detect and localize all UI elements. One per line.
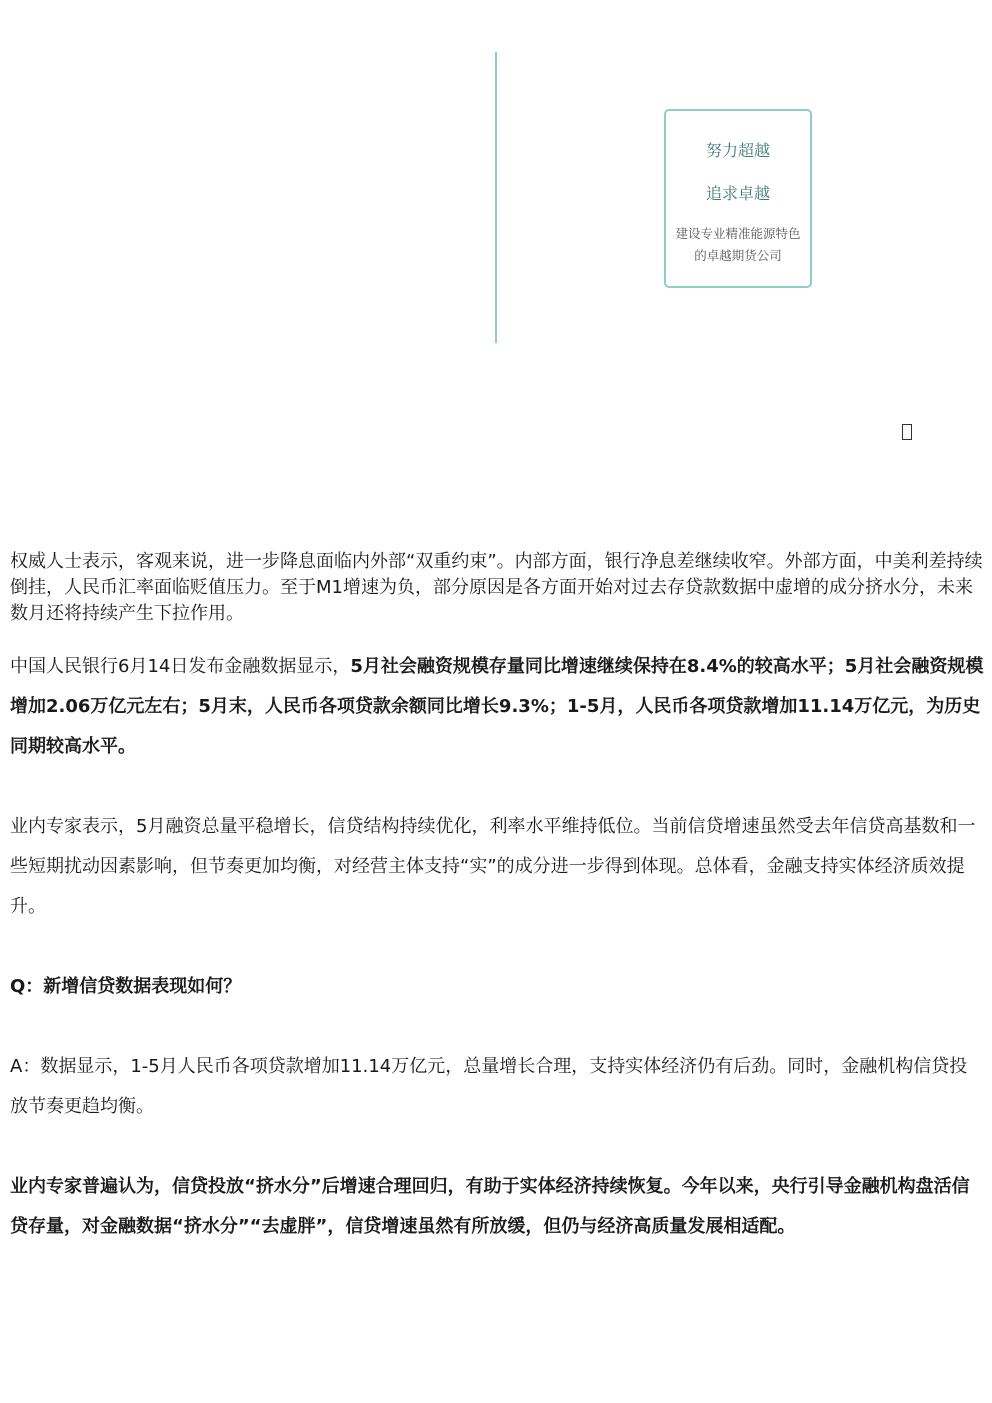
paragraph-pboc-intro: 中国人民银行6月14日发布金融数据显示， — [10, 656, 351, 677]
paragraph-expert-view: 业内专家表示，5月融资总量平稳增长，信贷结构持续优化，利率水平维持低位。当前信贷增速虽然受去年信贷高基数和一些短期扰动因素影响，但节奏更加均衡，对经营主体支持“实”的成分进一步得到体现。总体看，金融支持实体经济质效提升。 — [10, 816, 976, 917]
answer-paragraph: A：数据显示，1-5月人民币各项贷款增加11.14万亿元，总量增长合理，支持实体经济仍有后劲。同时，金融机构信贷投放节奏更趋均衡。 — [10, 1056, 968, 1117]
missing-glyph-icon — [902, 424, 912, 440]
paragraph-expert-consensus: 业内专家普遍认为，信贷投放“挤水分”后增速合理回归，有助于实体经济持续恢复。今年以来，央行引导金融机构盘活信贷存量，对金融数据“挤水分”“去虚胖”，信贷增速虽然有所放缓，但仍与经济高质量发展相适配。 — [10, 1176, 970, 1237]
slogan-subtitle: 建设专业精准能源特色的卓越期货公司 — [675, 226, 801, 263]
paragraph-authority-comment: 权威人士表示，客观来说，进一步降息面临内外部“双重约束”。内部方面，银行净息差继续收窄。外部方面，中美利差持续倒挂，人民币汇率面临贬值压力。至于M1增速为负，部分原因是各方面开始对过去存贷款数据中虚增的成分挤水分，未来数月还将持续产生下拉作用。 — [10, 551, 983, 624]
slogan-line-1: 努力超越 — [705, 141, 770, 160]
paragraph-pboc-highlight: 5月社会融资规模存量同比增速继续保持在8.4%的较高水平；5月社会融资规模增加2.06万亿元左右；5月末，人民币各项贷款余额同比增长9.3%；1-5月，人民币各项贷款增加11.14万亿元，为历史同期较高水平。 — [10, 656, 984, 757]
paragraph-pboc-data — [10, 647, 984, 767]
slogan-box — [664, 109, 812, 288]
slogan-line-2: 追求卓越 — [705, 184, 770, 203]
question-heading: Q：新增信贷数据表现如何？ — [10, 976, 242, 997]
vertical-divider — [495, 52, 497, 343]
